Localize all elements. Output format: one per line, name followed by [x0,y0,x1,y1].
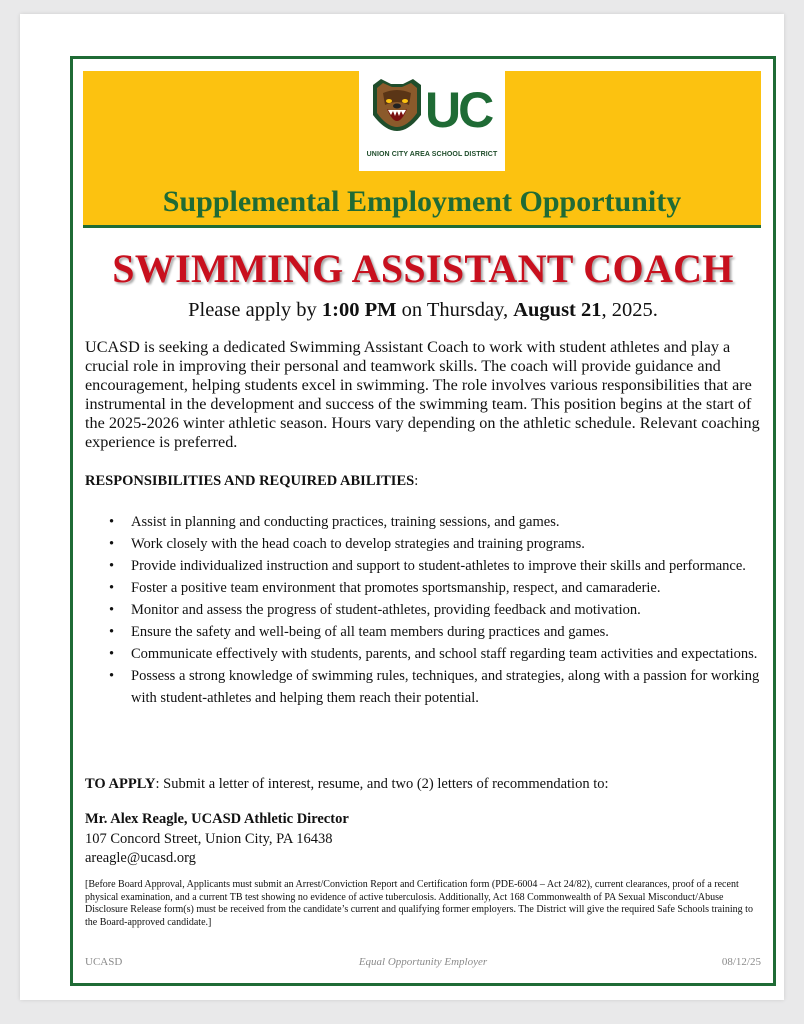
banner-title: Supplemental Employment Opportunity [162,185,682,218]
deadline-time: 1:00 PM [321,299,397,321]
intro-paragraph: UCASD is seeking a dedicated Swimming Assistant Coach to work with student athletes and play a crucial role in improving their personal and teamwork skills. The coach will provide guidance and encouragement, helping students excel in swimming. The role involves various responsibilities that are instrumental in the development and success of the swimming team. This position begins at the start of the 2025-2026 winter athletic season. Hours vary depending on the athletic schedule. Relevant coaching experience is preferred. [85,338,760,451]
footer-center: Equal Opportunity Employer [358,956,488,968]
contact-address: 107 Concord Street, Union City, PA 16438 [85,830,333,847]
footer-date: 08/12/25 [721,956,761,968]
flyer-border [70,56,776,986]
responsibilities-heading [85,473,761,490]
list-item-text: Communicate effectively with students, parents, and school staff regarding team activities and expectations. [131,646,758,662]
contact-email[interactable]: areagle@ucasd.org [85,850,196,866]
list-item-text: Work closely with the head coach to develop strategies and training programs. [131,536,585,552]
contact-name-text: Mr. Alex Reagle, UCASD Athletic Director [85,811,349,827]
list-item-text: Possess a strong knowledge of swimming rules, techniques, and strategies, along with a passion for working with student-athletes and helping them reach their potential. [131,668,760,706]
list-item [85,621,761,643]
contact-name [85,810,761,830]
list-item [85,577,761,599]
bullet: • [109,580,115,596]
district-logo [359,71,505,171]
responsibilities-list [85,511,761,709]
apply-text: : Submit a letter of interest, resume, and two (2) letters of recommendation to: [155,776,609,792]
deadline-suffix: , 2025. [601,299,658,321]
bullet: • [109,558,115,574]
footer [85,956,761,970]
list-item [85,533,761,555]
deadline-mid: on Thursday, [396,299,514,321]
list-item-text: Assist in planning and conducting practices, training sessions, and games. [131,514,560,530]
disclaimer: [Before Board Approval, Applicants must submit an Arrest/Conviction Report and Certification form (PDE-6004 – Act 24/82), current clearances, proof of a recent physical examination, and a current TB test showing no evidence of active tuberculosis. Additionally, Act 168 Commonwealth of PA Sexual Misconduct/Abuse Disclosure Release form(s) must be received from the candidate’s current and qualifying former employers. The District will give the required Safe Schools training to the Board-approved candidate.] [85,879,753,928]
list-item-text: Monitor and assess the progress of student-athletes, providing feedback and motivation. [131,602,641,618]
list-item-text: Foster a positive team environment that promotes sportsmanship, respect, and camaraderie. [131,580,661,596]
application-deadline [73,299,773,322]
deadline-prefix: Please apply by [188,299,322,321]
document-page [20,14,784,1000]
bullet: • [109,624,115,640]
responsibilities-heading-text: RESPONSIBILITIES AND REQUIRED ABILITIES [85,473,415,489]
job-title: SWIMMING ASSISTANT COACH [112,246,734,291]
bullet: • [109,668,115,684]
logo-letters: UC [425,82,492,138]
contact-block [85,810,761,869]
list-item-text: Provide individualized instruction and support to student-athletes to improve their skills and performance. [131,558,746,574]
header-banner [83,71,761,225]
list-item [85,555,761,577]
list-item [85,511,761,533]
list-item [85,599,761,621]
list-item [85,643,761,665]
bullet: • [109,602,115,618]
bullet: • [109,536,115,552]
banner-divider [83,225,761,228]
logo-caption: UNION CITY AREA SCHOOL DISTRICT [366,151,498,158]
bullet: • [109,514,115,530]
footer-left: UCASD [85,956,123,968]
bullet: • [109,646,115,662]
bear-mascot-logo-icon [367,75,497,151]
apply-label: TO APPLY [85,776,156,792]
list-item [85,665,761,709]
deadline-date: August 21 [513,299,602,321]
list-item-text: Ensure the safety and well-being of all team members during practices and games. [131,624,609,640]
responsibilities-heading-colon: : [414,473,419,489]
apply-instructions [85,776,761,793]
